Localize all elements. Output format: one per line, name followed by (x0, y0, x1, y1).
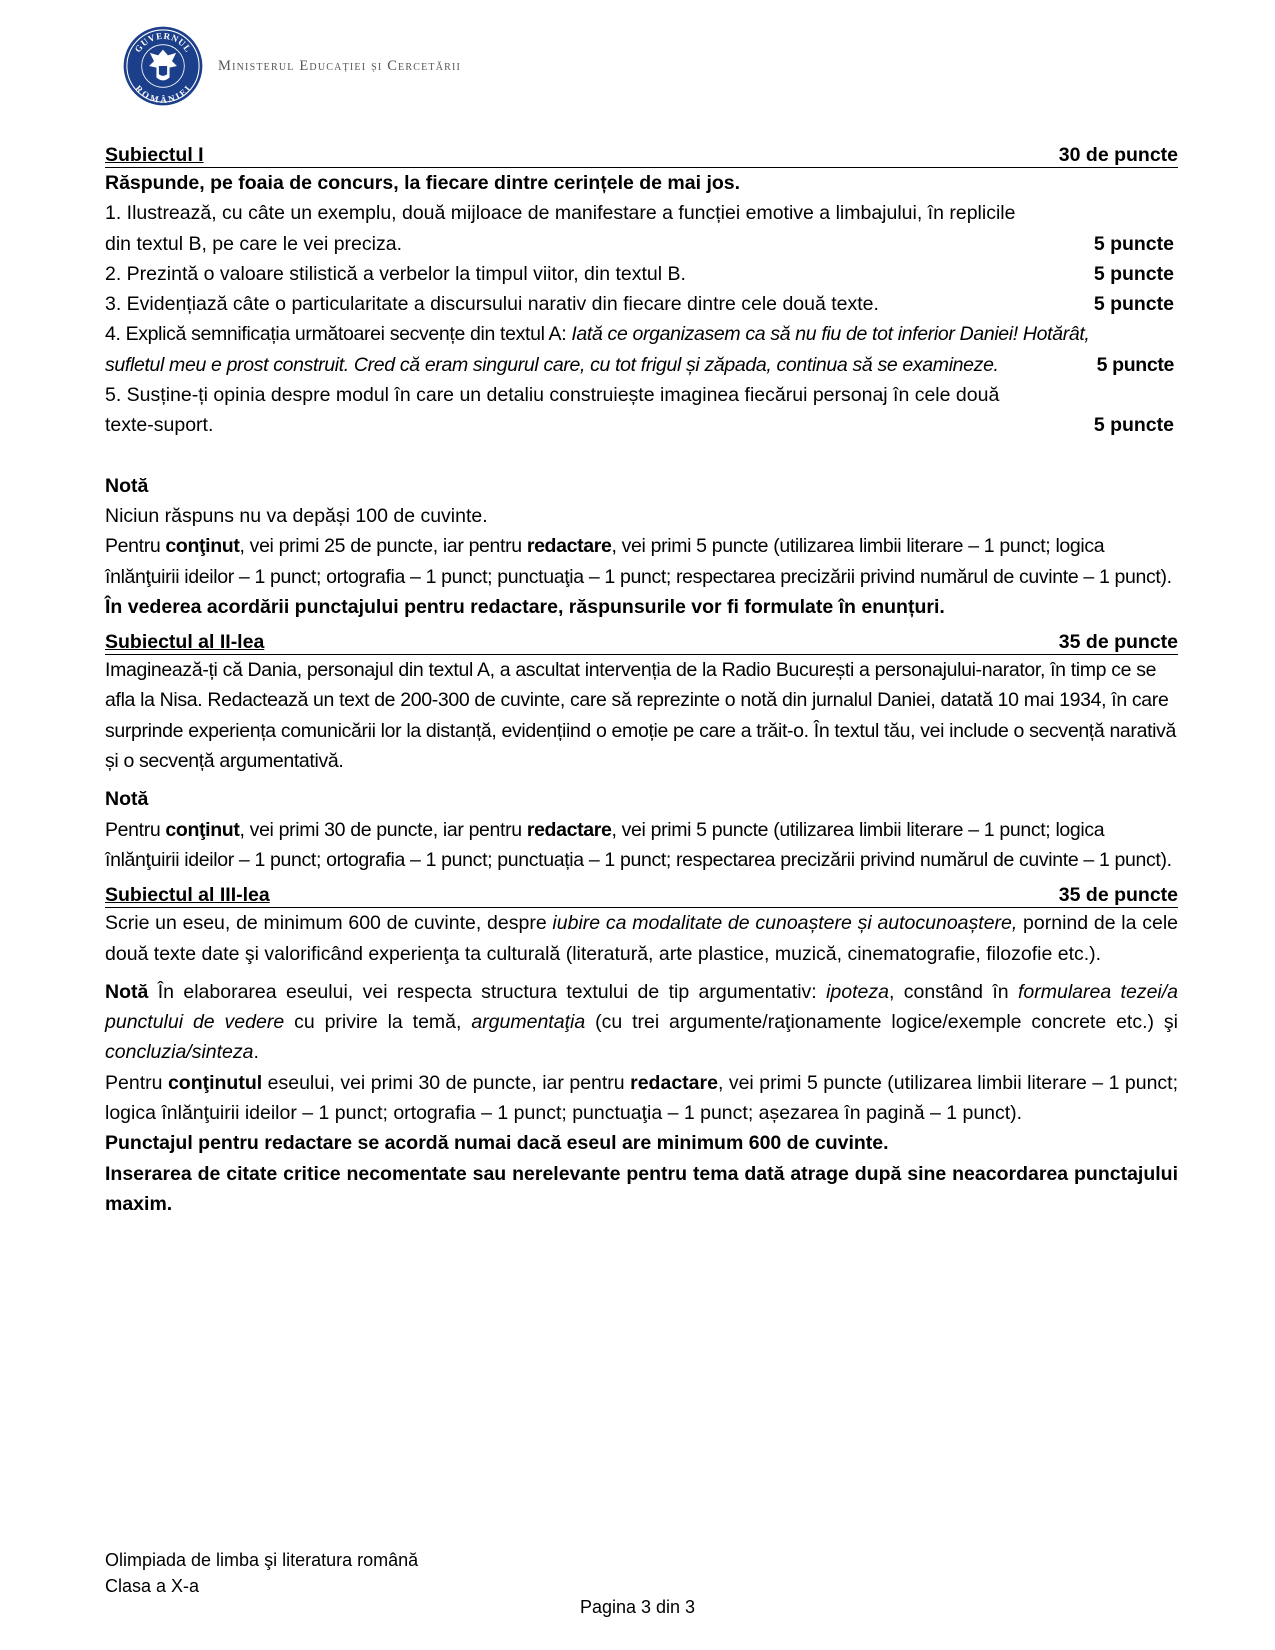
section-2-header (105, 630, 1178, 655)
note-3-content-paragraph: Pentru conţinutul eseului, vei primi 30 de puncte, iar pentru redactare, vei primi 5 puncte (utilizarea limbii literare – 1 punct; logica înlănţuirii ideilor – 1 punct; ortografia – 1 punct; punctuaţia – 1 punct; așezarea în pagină – 1 punct). (105, 1071, 1179, 1125)
section-1-points: 30 de puncte (1058, 144, 1178, 166)
note-3-bold-1: Punctajul pentru redactare se acordă numai dacă eseul are minimum 600 de cuvinte. (105, 1132, 889, 1155)
svg-text:ROMÂNIEI: ROMÂNIEI (133, 83, 193, 105)
note-3-bold-2: Inserarea de citate critice necomentate sau nerelevante pentru tema dată atrage după sine neacordarea punctajului maxim. (105, 1162, 1178, 1215)
note-2-title: Notă (105, 788, 149, 811)
section-3-points: 35 de puncte (1058, 884, 1178, 907)
question-5-line-2: texte-suport. 5 puncte (105, 410, 1178, 440)
section-3-title: Subiectul al III-lea (105, 884, 270, 907)
ministry-name: Ministerul Educației și Cercetării (218, 57, 462, 74)
note-2-paragraph: Pentru conţinut, vei primi 30 de puncte, iar pentru redactare, vei primi 5 puncte (utilizarea limbii literare – 1 punct; logica înlănţuirii ideilor – 1 punct; ortografia – 1 punct; punctuația – 1 punct; respectarea precizării privind numărul de cuvinte – 1 punct). (105, 818, 1172, 871)
footer-olympiad: Olimpiada de limba şi literatura română (105, 1550, 419, 1570)
question-4-points: 5 puncte (1096, 353, 1174, 376)
page-header (122, 26, 461, 106)
section-3-header (105, 883, 1178, 908)
question-1-line-1: 1. Ilustrează, cu câte un exemplu, două mijloace de manifestare a funcției emotive a limbajului, în replicile (105, 202, 1016, 225)
question-1-points: 5 puncte (1093, 232, 1174, 255)
page-number: Pagina 3 din 3 (579, 1597, 696, 1617)
note-1-line: Niciun răspuns nu va depăși 100 de cuvinte. (105, 504, 488, 527)
section-3-text: Scrie un eseu, de minimum 600 de cuvinte, despre iubire ca modalitate de cunoaștere și autocunoaștere, pornind de la cele două texte date şi valorificând experienţa ta culturală (literatură, arte plastice, muzică, cinematografie, filozofie etc.). (105, 912, 1178, 965)
footer-class: Clasa a X-a (105, 1576, 200, 1596)
section-1-title: Subiectul I (105, 144, 204, 166)
question-4-line-2 (105, 350, 1178, 380)
section-1-header (105, 143, 1178, 168)
exam-content (105, 143, 1178, 1219)
section-1-instruction: Răspunde, pe foaia de concurs, la fiecare dintre cerințele de mai jos. (105, 172, 741, 194)
page-footer (105, 1547, 418, 1599)
question-3: 3. Evidențiază câte o particularitate a discursului narativ din fiecare dintre cele două texte. 5 puncte (105, 289, 1178, 319)
question-2: 2. Prezintă o valoare stilistică a verbelor la timpul viitor, din textul B. 5 puncte (105, 259, 1178, 289)
question-5-line-1: 5. Susține-ți opinia despre modul în care un detaliu construiește imaginea fiecărui personaj în cele două (105, 384, 1000, 407)
note-1-paragraph: Pentru conţinut, vei primi 25 de puncte, iar pentru redactare, vei primi 5 puncte (utilizarea limbii literare – 1 punct; logica înlănţuirii ideilor – 1 punct; ortografia – 1 punct; punctuaţia – 1 punct; respectarea precizării privind numărul de cuvinte – 1 punct). (105, 535, 1172, 588)
question-1-line-2: din textul B, pe care le vei preciza. 5 puncte (105, 229, 1178, 259)
section-2-title: Subiectul al II-lea (105, 631, 265, 654)
government-seal-icon (122, 25, 204, 107)
question-4-line-1: 4. Explică semnificația următoarei secvențe din textul A: Iată ce organizasem ca să nu fiu de tot inferior Daniei! Hotărât, (105, 323, 1090, 346)
question-2-points: 5 puncte (1093, 262, 1174, 285)
question-5-points: 5 puncte (1093, 414, 1174, 437)
question-4-quote-a: Iată ce organizasem ca să nu fiu de tot inferior Daniei! Hotărât, (571, 323, 1090, 346)
section-2-points: 35 de puncte (1058, 631, 1178, 654)
note-3-paragraph: Notă În elaborarea eseului, vei respecta structura textului de tip argumentativ: ipoteza, constând în formularea tezei/a punctului de vedere cu privire la temă, argumentaţia (cu trei argumente/raţionamente logice/exemple concrete etc.) şi concluzia/sinteza. (105, 980, 1179, 1064)
note-1-bold-line: În vederea acordării punctajului pentru redactare, răspunsurile vor fi formulate în enunțuri. (105, 595, 945, 618)
section-2-text: Imaginează-ți că Dania, personajul din textul A, a ascultat intervenția de la Radio București a personajului-narator, în timp ce se afla la Nisa. Redactează un text de 200-300 de cuvinte, care să reprezinte o notă din jurnalul Daniei, datată 10 mai 1934, în care surprinde experiența comunicării lor la distanță, evidențiind o emoție pe care a trăit-o. În textul tău, vei include o secvență narativă și o secvență argumentativă. (105, 659, 1177, 773)
note-1-title: Notă (105, 474, 149, 497)
question-3-points: 5 puncte (1093, 293, 1174, 316)
question-4-quote-b: sufletul meu e prost construit. Cred că eram singurul care, cu tot frigul și zăpada, continua să se examineze. (105, 353, 999, 376)
svg-text:GUVERNUL: GUVERNUL (132, 30, 194, 55)
